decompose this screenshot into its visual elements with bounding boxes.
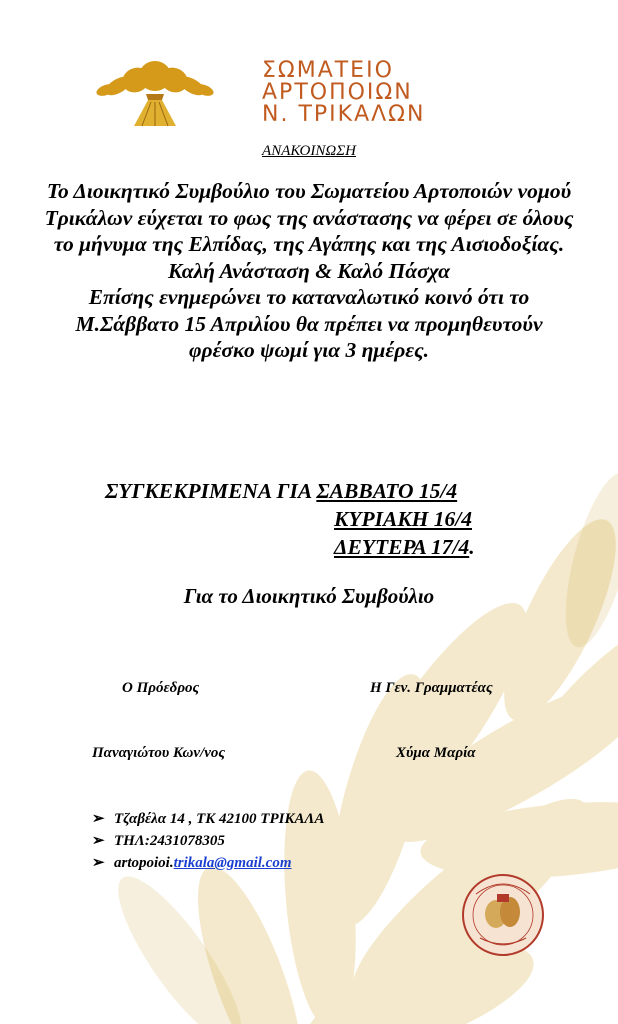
logo-line-2: ΑΡΤΟΠΟΙΩΝ <box>262 80 413 105</box>
contact-list <box>92 808 324 874</box>
notice-paragraph: Επίσης ενημερώνει το καταναλωτικό κοινό ότι το Μ.Σάββατο 15 Απριλίου θα πρέπει να προμηθευτούν φρέσκο ψωμί για 3 ημέρες. <box>75 285 543 362</box>
announcement-body <box>40 178 578 364</box>
board-signoff: Για το Διοικητικό Συμβούλιο <box>183 584 435 608</box>
arrow-bullet-icon: ➢ <box>92 833 105 849</box>
day-monday-period: . <box>469 535 475 559</box>
easter-wish: Καλή Ανάσταση & Καλό Πάσχα <box>168 258 450 283</box>
greeting-paragraph: Το Διοικητικό Συμβούλιο του Σωματείου Αρτοποιών νομού Τρικάλων εύχεται το φως της ανάστασης να φέρει σε όλους το μήνυμα της Ελπίδας, της Αγάπης και της Αισιοδοξίας. <box>44 179 574 256</box>
contact-email: ➢ artopoioi.trikala@gmail.com <box>92 852 324 874</box>
secretary-title: Η Γεν. Γραμματέας <box>370 680 493 696</box>
day-monday: ΔΕΥΤΕΡΑ 17/4 <box>334 535 470 559</box>
logo-line-3: Ν. ΤΡΙΚΑΛΩΝ <box>262 102 426 127</box>
email-link[interactable]: trikala@gmail.com <box>173 855 292 871</box>
secretary-name: Χύμα Μαρία <box>396 745 476 761</box>
contact-phone: ➢ ΤΗΛ:2431078305 <box>92 830 324 852</box>
wheat-sheaf-icon <box>96 56 214 128</box>
president-name: Παναγιώτου Κων/νος <box>92 745 226 761</box>
bakers-federation-seal-icon <box>460 872 546 958</box>
arrow-bullet-icon: ➢ <box>92 855 105 871</box>
announcement-title: ΑΝΑΚΟΙΝΩΣΗ <box>262 143 356 159</box>
arrow-bullet-icon: ➢ <box>92 811 105 827</box>
day-sunday: ΚΥΡΙΑΚΗ 16/4 <box>334 507 472 531</box>
logo-line-1: ΣΩΜΑΤΕΙΟ <box>262 58 394 83</box>
president-title: Ο Πρόεδρος <box>122 680 200 696</box>
logo-header <box>96 56 516 128</box>
day-saturday: ΣΑΒΒΑΤΟ 15/4 <box>316 479 458 503</box>
contact-address: ➢ Τζαβέλα 14 , ΤΚ 42100 ΤΡΙΚΑΛΑ <box>92 808 324 830</box>
specific-label: ΣΥΓΚΕΚΡΙΜΕΝΑ ΓΙΑ <box>105 479 317 503</box>
